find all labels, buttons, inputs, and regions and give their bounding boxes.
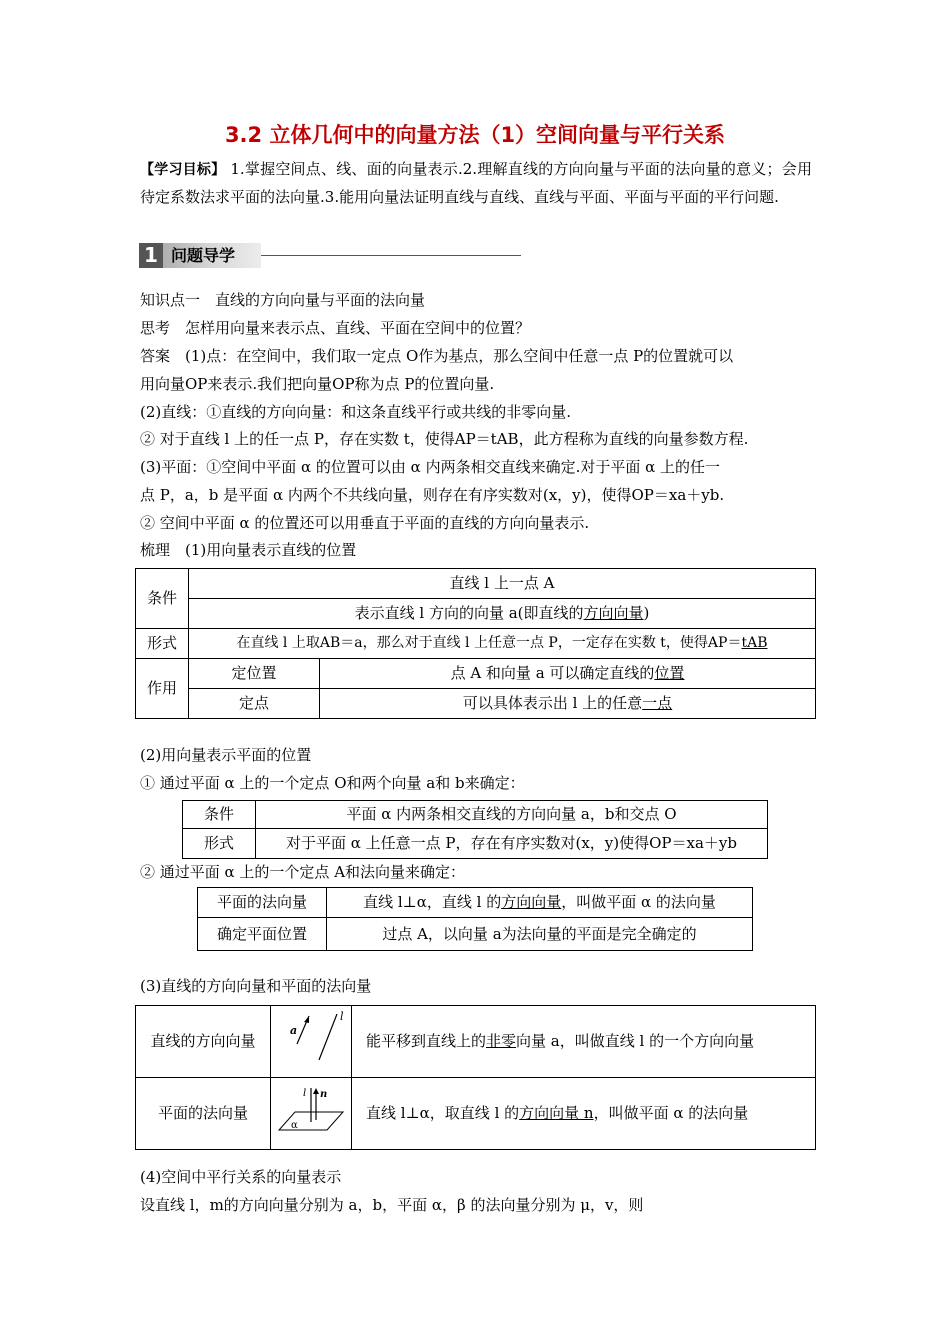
answer-line: (3)平面：①空间中平面 α 的位置可以由 α 内两条相交直线来确定.对于平面 α 上的任一 <box>140 458 721 476</box>
cell-use-row1 <box>320 659 816 689</box>
page-title: 3.2 立体几何中的向量方法（1）空间向量与平行关系 <box>224 123 726 147</box>
cell-direction-label: 直线的方向向量 <box>136 1006 271 1078</box>
section3-heading: (3)直线的方向向量和平面的法向量 <box>140 977 372 995</box>
cell-underlined: 位置 <box>654 664 685 682</box>
section2-item1: ① 通过平面 α 上的一个定点 O和两个向量 a和 b来确定： <box>140 774 525 792</box>
section4-heading: (4)空间中平行关系的向量表示 <box>140 1168 342 1186</box>
section2-heading: (2)用向量表示平面的位置 <box>140 746 312 764</box>
cell-form-label: 形式 <box>136 629 189 659</box>
label-n: n <box>320 1089 328 1100</box>
answer-line: 答案 (1)点：在空间中，我们取一定点 O作为基点，那么空间中任意一点 P的位置就可以 <box>140 347 734 365</box>
cell-text: ) <box>643 604 650 622</box>
cell-underlined: tAB <box>741 635 768 651</box>
cell-text: 表示直线 l 方向的向量 a(即直线的 <box>354 604 584 622</box>
label-l: l <box>340 1010 344 1023</box>
direction-vector-figure <box>271 1006 351 1072</box>
cell-condition: 平面 α 内两条相交直线的方向向量 a，b和交点 O <box>256 801 768 829</box>
cell-normal-figure <box>271 1078 352 1150</box>
section-banner <box>139 243 261 268</box>
section2-item2: ② 通过平面 α 上的一个定点 A和法向量来确定： <box>140 863 466 881</box>
knowledge-point-heading: 知识点一 直线的方向向量与平面的法向量 <box>140 291 426 309</box>
banner-rule <box>261 255 521 256</box>
cell-text: 向量 a，叫做直线 l 的一个方向向量 <box>516 1032 755 1050</box>
think-question: 思考 怎样用向量来表示点、直线、平面在空间中的位置？ <box>140 319 531 337</box>
cell-text: ，叫做平面 α 的法向量 <box>593 1104 749 1122</box>
vector-definition-table <box>135 1005 816 1150</box>
cell-underlined: 非零 <box>486 1032 517 1050</box>
cell-row1 <box>327 888 753 918</box>
cell-row2-label: 确定平面位置 <box>198 918 327 951</box>
answer-line: (2)直线：①直线的方向向量：和这条直线平行或共线的非零向量. <box>140 403 572 421</box>
cell-underlined: 方向向量 <box>583 604 644 622</box>
plane-position-table <box>182 800 768 859</box>
cell-row1-label: 平面的法向量 <box>198 888 327 918</box>
answer-line: 点 P，a，b 是平面 α 内两个不共线向量，则存在有序实数对(x，y)，使得OP＝xa＋yb. <box>140 486 725 504</box>
learning-goals <box>140 156 812 211</box>
answer-line: 用向量OP来表示.我们把向量OP称为点 P的位置向量. <box>140 375 495 393</box>
cell-normal-label: 平面的法向量 <box>136 1078 271 1150</box>
arrowhead-icon <box>304 1016 309 1023</box>
normal-vector-table <box>197 887 753 951</box>
cell-normal-def <box>352 1078 816 1150</box>
cell-condition-label: 条件 <box>183 801 256 829</box>
answer-line: ② 对于直线 l 上的任一点 P，存在实数 t，使得AP＝tAB，此方程称为直线的向量参数方程. <box>140 430 749 448</box>
label-a: a <box>290 1024 298 1037</box>
cell-row2: 过点 A，以向量 a为法向量的平面是完全确定的 <box>327 918 753 951</box>
goals-text: 1.掌握空间点、线、面的向量表示.2.理解直线的方向向量与平面的法向量的意义；会用待定系数法求平面的法向量.3.能用向量法证明直线与直线、直线与平面、平面与平面的平行问题. <box>140 160 812 206</box>
cell-use-row2 <box>320 689 816 719</box>
cell-direction-figure <box>271 1006 352 1078</box>
cell-text: 点 A 和向量 a 可以确定直线的 <box>450 664 655 682</box>
cell-condition-1: 直线 l 上一点 A <box>189 569 816 599</box>
answer-line: ② 空间中平面 α 的位置还可以用垂直于平面的直线的方向向量表示. <box>140 514 590 532</box>
arrowhead-icon <box>313 1088 319 1094</box>
cell-form <box>189 629 816 659</box>
cell-use-label: 作用 <box>136 659 189 719</box>
section4-line: 设直线 l，m的方向向量分别为 a，b，平面 α，β 的法向量分别为 μ，v，则 <box>140 1196 644 1214</box>
cell-underlined: 方向向量 n <box>519 1104 594 1122</box>
cell-form-label: 形式 <box>183 829 256 859</box>
cell-underlined: 一点 <box>642 694 673 712</box>
normal-vector-figure <box>271 1078 351 1144</box>
cell-use-row2-label: 定点 <box>189 689 320 719</box>
goals-label: 【学习目标】 <box>140 162 226 178</box>
cell-direction-def <box>352 1006 816 1078</box>
cell-form: 对于平面 α 上任意一点 P，存在有序实数对(x，y)使得OP＝xa＋yb <box>256 829 768 859</box>
banner-label: 问题导学 <box>171 246 236 265</box>
cell-condition-2 <box>189 599 816 629</box>
summary-heading: 梳理 (1)用向量表示直线的位置 <box>140 541 357 559</box>
label-alpha: α <box>291 1120 298 1131</box>
label-l: l <box>303 1088 307 1099</box>
cell-text: 能平移到直线上的 <box>366 1032 487 1050</box>
banner-number: 1 <box>139 243 163 268</box>
cell-text: ，叫做平面 α 的法向量 <box>561 893 716 911</box>
cell-text: 可以具体表示出 l 上的任意 <box>462 694 643 712</box>
cell-text: 直线 l⊥α，取直线 l 的 <box>366 1104 520 1122</box>
cell-text: 直线 l⊥α，直线 l 的 <box>363 893 502 911</box>
cell-underlined: 方向向量 <box>501 893 562 911</box>
cell-text: 在直线 l 上取AB＝a，那么对于直线 l 上任意一点 P，一定存在实数 t，使得AP＝ <box>236 635 742 651</box>
cell-condition-label: 条件 <box>136 569 189 629</box>
line-position-table <box>135 568 816 719</box>
line-l <box>319 1014 337 1060</box>
cell-use-row1-label: 定位置 <box>189 659 320 689</box>
